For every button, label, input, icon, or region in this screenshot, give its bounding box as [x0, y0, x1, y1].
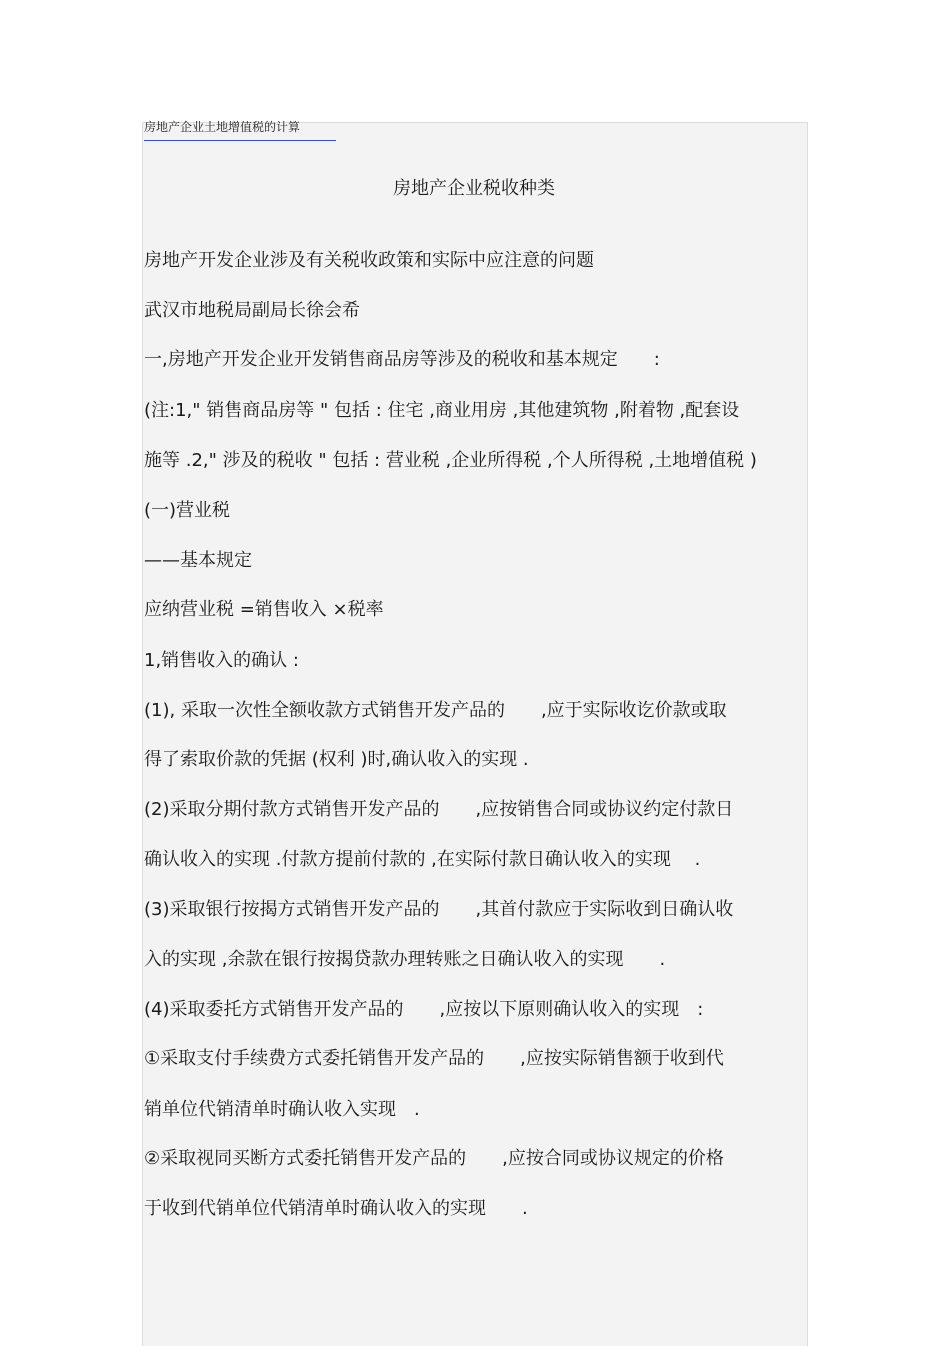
text-line: (3)采取银行按揭方式销售开发产品的 ,其首付款应于实际收到日确认收	[144, 899, 734, 920]
text-line: 1,销售收入的确认 :	[144, 650, 299, 671]
text-line: (一)营业税	[144, 500, 231, 521]
text-line: (2)采取分期付款方式销售开发产品的 ,应按销售合同或协议约定付款日	[144, 799, 734, 820]
text-line: 一,房地产开发企业开发销售商品房等涉及的税收和基本规定 :	[144, 349, 660, 370]
text-line: 确认收入的实现 .付款方提前付款的 ,在实际付款日确认收入的实现 .	[144, 849, 701, 870]
text-line: (注:1," 销售商品房等 " 包括 : 住宅 ,商业用房 ,其他建筑物 ,附着物 ,配套设	[144, 400, 740, 421]
text-line: 房地产开发企业涉及有关税收政策和实际中应注意的问题	[144, 250, 594, 271]
text-line: 武汉市地税局副局长徐会希	[144, 300, 360, 321]
header-underline	[144, 140, 336, 141]
text-line: 入的实现 ,余款在银行按揭贷款办理转账之日确认收入的实现 .	[144, 949, 666, 970]
text-line: ——基本规定	[144, 550, 252, 571]
text-line: 应纳营业税 =销售收入 ×税率	[144, 599, 384, 620]
text-line: (4)采取委托方式销售开发产品的 ,应按以下原则确认收入的实现 :	[144, 999, 704, 1020]
text-line: 施等 .2," 涉及的税收 " 包括 : 营业税 ,企业所得税 ,个人所得税 ,土地增值税 )	[144, 450, 757, 471]
text-line: (1), 采取一次性全额收款方式销售开发产品的 ,应于实际收讫价款或取	[144, 700, 727, 721]
text-line: 于收到代销单位代销清单时确认收入的实现 .	[144, 1198, 528, 1219]
running-header: 房地产企业土地增值税的计算	[144, 120, 301, 134]
text-line: 销单位代销清单时确认收入实现 .	[144, 1099, 420, 1120]
text-line: 得了索取价款的凭据 (权利 )时,确认收入的实现 .	[144, 749, 529, 770]
text-line: ①采取支付手续费方式委托销售开发产品的 ,应按实际销售额于收到代	[144, 1048, 724, 1069]
document-title: 房地产企业税收种类	[393, 178, 555, 199]
text-line: ②采取视同买断方式委托销售开发产品的 ,应按合同或协议规定的价格	[144, 1148, 724, 1169]
